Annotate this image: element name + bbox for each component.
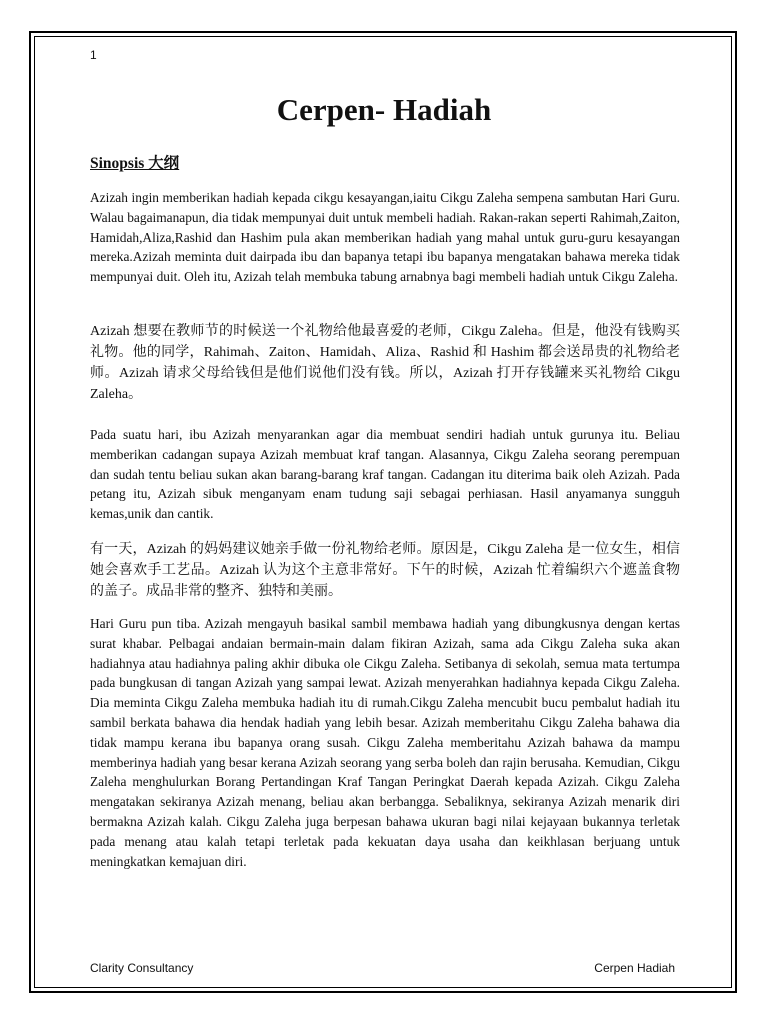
document-title: Cerpen- Hadiah <box>276 92 492 127</box>
synopsis-heading: Sinopsis 大纲 <box>90 155 180 172</box>
footer-document-name: Cerpen Hadiah <box>594 961 675 975</box>
paragraph-malay-2: Pada suatu hari, ibu Azizah menyarankan agar dia membuat sendiri hadiah untuk gurunya itu. Beliau memberikan cadangan supaya Azizah membuat kraf tangan. Alasannya, Cikgu Zaleha seorang perempuan dan sudah tentu beliau sukan akan barang-barang kraf tangan. Cadangan itu diterima baik oleh Azizah. Pada petang itu, Azizah sibuk menganyam enam tudung saji sebagai perhiasan. Hasil anyamanya sungguh kemas,unik dan cantik. <box>90 427 680 522</box>
paragraph-malay-1: Azizah ingin memberikan hadiah kepada cikgu kesayangan,iaitu Cikgu Zaleha sempena sambutan Hari Guru. Walau bagaimanapun, dia tidak mempunyai duit untuk membeli hadiah. Rakan-rakan seperti Rahimah,Zaiton, Hamidah,Aliza,Rashid dan Hashim pula akan memberikan hadiah yang mahal untuk guru-guru kesayangan mereka.Azizah meminta duit dairpada ibu dan bapanya tetapi ibu bapanya mengatakan bahawa mereka tidak mempunyai duit. Oleh itu, Azizah telah membuka tabung arnabnya bagi membeli hadiah untuk Cikgu Zaleha. <box>90 190 680 285</box>
footer-company: Clarity Consultancy <box>90 961 194 975</box>
paragraph-chinese-2: 有一天，Azizah 的妈妈建议她亲手做一份礼物给老师。原因是，Cikgu Zaleha 是一位女生，相信她会喜欢手工艺品。Azizah 认为这个主意非常好。下午的时候，Azizah 忙着编织六个遮盖食物的盖子。成品非常的整齐、独特和美丽。 <box>90 542 680 599</box>
paragraph-chinese-1: Azizah 想要在教师节的时候送一个礼物给他最喜爱的老师，Cikgu Zaleha。但是，他没有钱购买礼物。他的同学，Rahimah、Zaiton、Hamidah、Aliza、Rashid 和 Hashim 都会送昂贵的礼物给老师。Azizah 请求父母给钱但是他们说他们没有钱。所以，Azizah 打开存钱罐来买礼物给 Cikgu Zaleha。 <box>90 324 680 402</box>
paragraph-malay-3: Hari Guru pun tiba. Azizah mengayuh basikal sambil membawa hadiah yang dibungkusnya dengan kertas surat khabar. Pelbagai andaian bermain-main dalam fikiran Azizah, sama ada Cikgu Zaleha suka akan hadiahnya atau hadiahnya paling akhir dibuka ole Cikgu Zaleha. Setibanya di sekolah, semua mata tertumpa pada bungkusan di tangan Azizah yang sampai lewat. Azizah menyerahkan hadiahnya kepada Cikgu Zaleha. Dia meminta Cikgu Zaleha membuka hadiah itu di rumah.Cikgu Zaleha mencubit bucu pembalut hadiah itu sambil berkata bahawa dia hendak hadiah yang lebih besar. Azizah memberitahu Cikgu Zaleha bahawa dia tidak mampu kerana ibu bapanya orang susah. Cikgu Zaleha memberitahu Azizah bahawa da mampu memberinya hadiah yang besar kerana Azizah seorang yang serba boleh dan rajin berusaha. Kemudian, Cikgu Zaleha menghulurkan Borang Pertandingan Kraf Tangan Peringkat Daerah kepada Azizah. Cikgu Zaleha mengatakan sekiranya Azizah menang, beliau akan berbangga. Sebaliknya, sekiranya Azizah menarik diri bermakna Azizah kalah. Cikgu Zaleha juga berpesan bahawa ukuran bagi nilai kejayaan bukannya terletak pada menang atau kalah tetapi terletak pada kekuatan daya usaha dan keikhlasan berjuang untuk meningkatkan kemajuan diri. <box>90 616 680 869</box>
page-number: 1 <box>90 48 97 62</box>
